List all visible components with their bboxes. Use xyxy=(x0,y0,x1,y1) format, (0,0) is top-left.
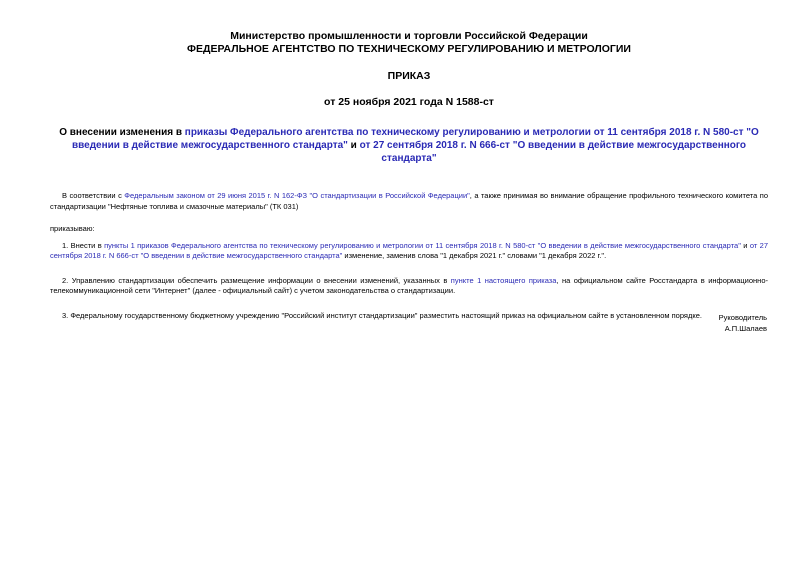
item-1-middle: и xyxy=(740,240,750,250)
paragraph-item-3: 3. Федеральному государственному бюджетному учреждению "Российский институт стандартизации" разместить настоящий приказ на официальном сайте в установленном порядке. xyxy=(62,310,702,320)
item-1-prefix: 1. Внести в xyxy=(62,240,105,250)
document xyxy=(50,30,768,321)
federal-law-link[interactable]: Федеральным законом от 29 июня 2015 г. N 162-ФЗ "О стандартизации в Российской Федерации" xyxy=(124,191,470,200)
ministry-name: Министерство промышленности и торговли Российской Федерации xyxy=(230,30,588,42)
item-2-suffix: , на официальном сайте Росстандарта в информационно-телекоммуникационной сети "Интернет" (далее - официальный сайт) с учетом законодательства о стандартизации. xyxy=(50,275,768,295)
signature-name: А.П.Шалаев xyxy=(724,324,767,333)
paragraph-basis-suffix: , а также принимая во внимание обращение профильного технического комитета по стандартизации "Нефтяные топлива и смазочные материалы" (ТК 031) xyxy=(50,191,768,211)
item-2-link-point-1[interactable]: пункте 1 настоящего приказа xyxy=(450,275,557,285)
item-2-prefix: 2. Управлению стандартизации обеспечить размещение информации о внесении изменений, указанных в xyxy=(62,275,451,285)
order-subject xyxy=(50,126,768,165)
subject-link-order-666[interactable]: от 27 сентября 2018 г. N 666-ст "О введении в действие межгосударственного стандарта" xyxy=(359,140,747,164)
item-1-link-order-580[interactable]: пункты 1 приказов Федерального агентства по техническому регулированию и метрологии от 11 сентября 2018 г. N 580-ст "О введении в действие межгосударственного стандарта" xyxy=(104,240,741,250)
signature-position: Руководитель xyxy=(718,313,767,322)
paragraph-basis-prefix: В соответствии с xyxy=(62,191,125,200)
agency-name: ФЕДЕРАЛЬНОЕ АГЕНТСТВО ПО ТЕХНИЧЕСКОМУ РЕГУЛИРОВАНИЮ И МЕТРОЛОГИИ xyxy=(187,43,631,55)
paragraph-item-2 xyxy=(50,276,768,297)
item-1-link-order-666[interactable]: от 27 сентября 2018 г. N 666-ст "О введении в действие межгосударственного стандарта" xyxy=(50,240,769,260)
subject-link-order-580[interactable]: приказы Федерального агентства по техническому регулированию и метрологии от 11 сентября 2018 г. N 580-ст "О введении в действие межгосударственного стандарта" xyxy=(71,127,759,151)
paragraph-item-1 xyxy=(50,241,768,262)
signature-block xyxy=(719,312,767,334)
paragraph-basis xyxy=(50,191,768,212)
item-1-suffix: изменение, заменив слова "1 декабря 2021 г." словами "1 декабря 2022 г.". xyxy=(342,251,607,260)
order-title: ПРИКАЗ xyxy=(387,70,431,82)
subject-middle: и xyxy=(347,140,360,151)
subject-prefix: О внесении изменения в xyxy=(59,127,185,138)
order-date: от 25 ноября 2021 года N 1588-ст xyxy=(324,96,494,108)
decree-word: приказываю: xyxy=(50,224,95,233)
